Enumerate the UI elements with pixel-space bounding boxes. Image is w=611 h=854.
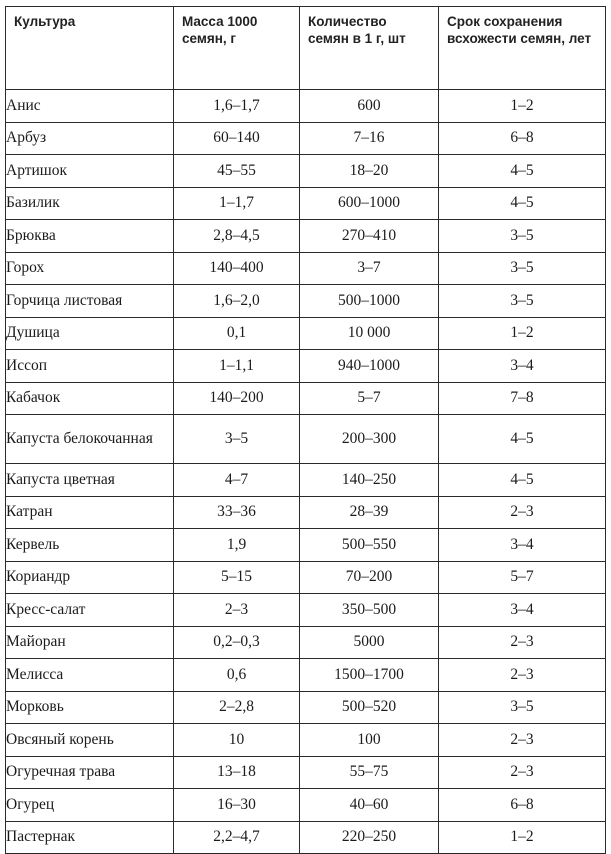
count-cell: 5000 [300, 626, 439, 659]
culture-cell: Кориандр [6, 561, 174, 594]
germination-cell: 3–4 [439, 350, 606, 383]
culture-cell: Огуречная трава [6, 756, 174, 789]
table-row [6, 415, 606, 464]
table-row [6, 187, 606, 220]
mass-cell: 1–1,7 [174, 187, 300, 220]
table-row [6, 724, 606, 757]
mass-cell: 10 [174, 724, 300, 757]
culture-cell: Кресс-салат [6, 594, 174, 627]
culture-cell: Брюква [6, 220, 174, 253]
culture-cell: Мелисса [6, 659, 174, 692]
table-row [6, 659, 606, 692]
culture-cell: Арбуз [6, 122, 174, 155]
header-seeds-per-gram: Количество семян в 1 г, шт [300, 7, 439, 90]
germination-cell: 4–5 [439, 187, 606, 220]
mass-cell: 2–3 [174, 594, 300, 627]
table-row [6, 155, 606, 188]
culture-cell: Пастернак [6, 821, 174, 854]
mass-cell: 0,1 [174, 317, 300, 350]
count-cell: 5–7 [300, 382, 439, 415]
seed-data-table [5, 6, 606, 854]
table-row [6, 122, 606, 155]
count-cell: 600 [300, 90, 439, 123]
table-body [6, 90, 606, 854]
count-cell: 600–1000 [300, 187, 439, 220]
table-row [6, 90, 606, 123]
germination-cell: 3–4 [439, 594, 606, 627]
count-cell: 350–500 [300, 594, 439, 627]
count-cell: 200–300 [300, 415, 439, 464]
culture-cell: Артишок [6, 155, 174, 188]
count-cell: 940–1000 [300, 350, 439, 383]
germination-cell: 4–5 [439, 464, 606, 497]
count-cell: 500–1000 [300, 285, 439, 318]
mass-cell: 60–140 [174, 122, 300, 155]
mass-cell: 1,9 [174, 529, 300, 562]
germination-cell: 3–5 [439, 691, 606, 724]
mass-cell: 1–1,1 [174, 350, 300, 383]
table-row [6, 594, 606, 627]
germination-cell: 1–2 [439, 821, 606, 854]
mass-cell: 33–36 [174, 496, 300, 529]
count-cell: 270–410 [300, 220, 439, 253]
table-row [6, 382, 606, 415]
germination-cell: 3–5 [439, 252, 606, 285]
culture-cell: Огурец [6, 789, 174, 822]
header-culture: Культура [6, 7, 174, 90]
germination-cell: 2–3 [439, 724, 606, 757]
germination-cell: 3–4 [439, 529, 606, 562]
germination-cell: 6–8 [439, 122, 606, 155]
mass-cell: 45–55 [174, 155, 300, 188]
germination-cell: 4–5 [439, 155, 606, 188]
culture-cell: Капуста цветная [6, 464, 174, 497]
table-row [6, 529, 606, 562]
mass-cell: 2,8–4,5 [174, 220, 300, 253]
germination-cell: 6–8 [439, 789, 606, 822]
header-mass-1000-seeds: Масса 1000 семян, г [174, 7, 300, 90]
table-row [6, 285, 606, 318]
count-cell: 500–550 [300, 529, 439, 562]
germination-cell: 5–7 [439, 561, 606, 594]
table-row [6, 626, 606, 659]
culture-cell: Морковь [6, 691, 174, 724]
mass-cell: 16–30 [174, 789, 300, 822]
count-cell: 100 [300, 724, 439, 757]
culture-cell: Горох [6, 252, 174, 285]
culture-cell: Горчица листовая [6, 285, 174, 318]
count-cell: 10 000 [300, 317, 439, 350]
table-row [6, 561, 606, 594]
count-cell: 40–60 [300, 789, 439, 822]
mass-cell: 1,6–2,0 [174, 285, 300, 318]
germination-cell: 2–3 [439, 626, 606, 659]
germination-cell: 1–2 [439, 317, 606, 350]
germination-cell: 1–2 [439, 90, 606, 123]
table-row [6, 350, 606, 383]
count-cell: 28–39 [300, 496, 439, 529]
count-cell: 70–200 [300, 561, 439, 594]
table-row [6, 464, 606, 497]
culture-cell: Катран [6, 496, 174, 529]
count-cell: 7–16 [300, 122, 439, 155]
mass-cell: 1,6–1,7 [174, 90, 300, 123]
mass-cell: 140–400 [174, 252, 300, 285]
culture-cell: Кервель [6, 529, 174, 562]
culture-cell: Майоран [6, 626, 174, 659]
count-cell: 1500–1700 [300, 659, 439, 692]
germination-cell: 2–3 [439, 756, 606, 789]
table-row [6, 789, 606, 822]
culture-cell: Капуста белокочанная [6, 415, 174, 464]
mass-cell: 140–200 [174, 382, 300, 415]
mass-cell: 2–2,8 [174, 691, 300, 724]
count-cell: 500–520 [300, 691, 439, 724]
mass-cell: 4–7 [174, 464, 300, 497]
count-cell: 140–250 [300, 464, 439, 497]
germination-cell: 3–5 [439, 220, 606, 253]
culture-cell: Базилик [6, 187, 174, 220]
germination-cell: 4–5 [439, 415, 606, 464]
mass-cell: 5–15 [174, 561, 300, 594]
header-germination-period: Срок сохранения всхожести семян, лет [439, 7, 606, 90]
mass-cell: 0,2–0,3 [174, 626, 300, 659]
count-cell: 3–7 [300, 252, 439, 285]
table-row [6, 252, 606, 285]
table-row [6, 220, 606, 253]
germination-cell: 3–5 [439, 285, 606, 318]
table-row [6, 691, 606, 724]
mass-cell: 0,6 [174, 659, 300, 692]
count-cell: 55–75 [300, 756, 439, 789]
culture-cell: Анис [6, 90, 174, 123]
mass-cell: 2,2–4,7 [174, 821, 300, 854]
culture-cell: Иссоп [6, 350, 174, 383]
germination-cell: 7–8 [439, 382, 606, 415]
mass-cell: 3–5 [174, 415, 300, 464]
culture-cell: Душица [6, 317, 174, 350]
table-row [6, 317, 606, 350]
culture-cell: Овсяный корень [6, 724, 174, 757]
mass-cell: 13–18 [174, 756, 300, 789]
count-cell: 220–250 [300, 821, 439, 854]
germination-cell: 2–3 [439, 496, 606, 529]
count-cell: 18–20 [300, 155, 439, 188]
table-row [6, 756, 606, 789]
table-row [6, 496, 606, 529]
table-row [6, 821, 606, 854]
germination-cell: 2–3 [439, 659, 606, 692]
culture-cell: Кабачок [6, 382, 174, 415]
header-row [6, 7, 606, 90]
